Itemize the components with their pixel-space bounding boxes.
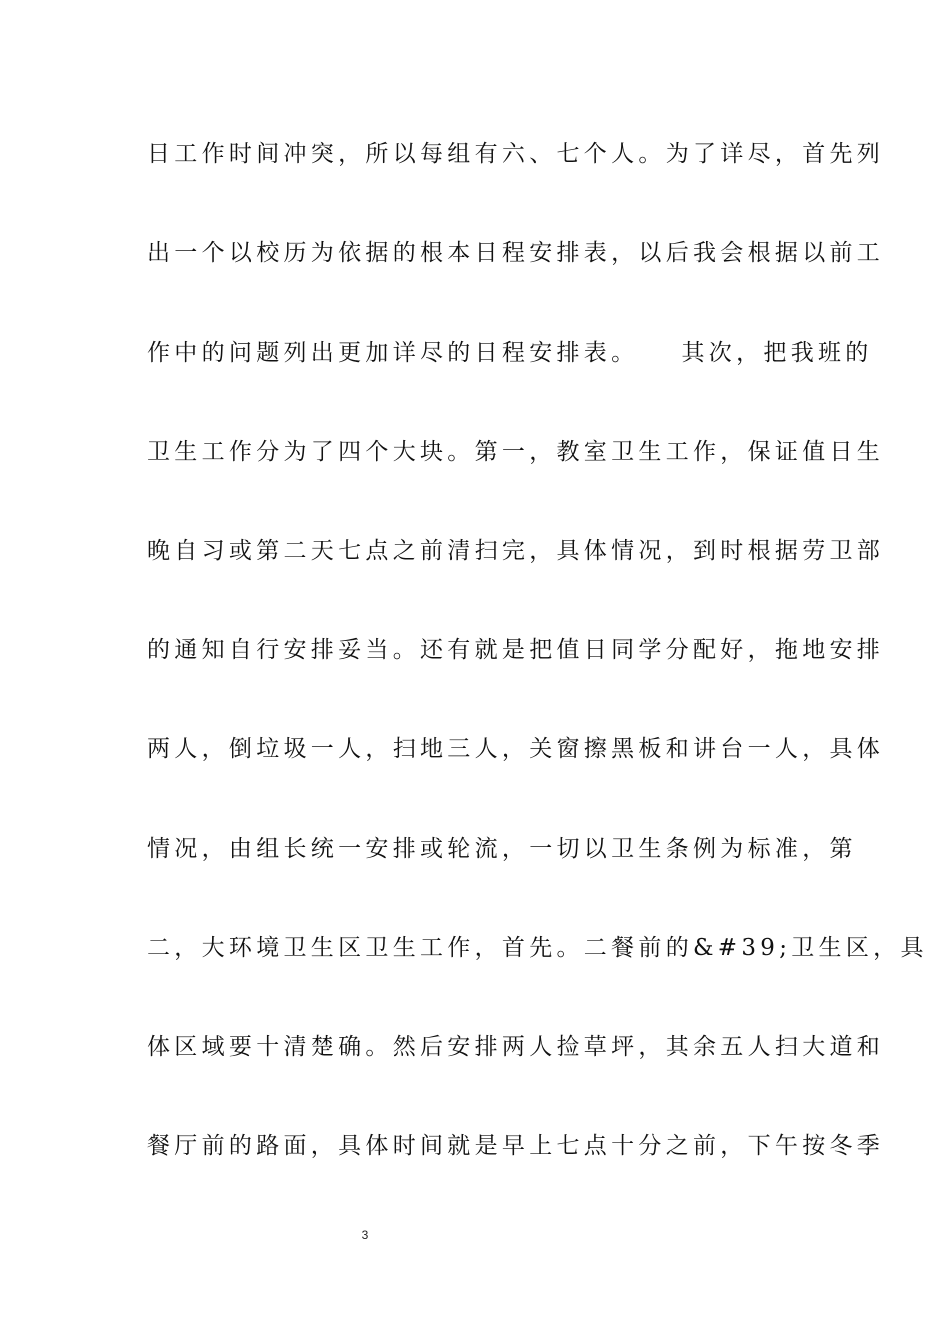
text-line-11: 餐厅前的路面，具体时间就是早上七点十分之前，下午按冬季	[147, 1133, 885, 1159]
text-line-1: 日工作时间冲突，所以每组有六、七个人。为了详尽，首先列	[147, 141, 885, 167]
text-line-5: 晚自习或第二天七点之前清扫完，具体情况，到时根据劳卫部	[147, 538, 885, 564]
text-line-10: 体区域要十清楚确。然后安排两人捡草坪，其余五人扫大道和	[147, 1034, 885, 1060]
text-line-9: 二，大环境卫生区卫生工作，首先。二餐前的&#39;卫生区，具	[147, 935, 928, 961]
text-line-2: 出一个以校历为依据的根本日程安排表，以后我会根据以前工	[147, 240, 885, 266]
text-line-8: 情况，由组长统一安排或轮流，一切以卫生条例为标准，第	[147, 836, 857, 862]
text-line-3: 作中的问题列出更加详尽的日程安排表。 其次，把我班的	[147, 340, 873, 366]
text-line-4: 卫生工作分为了四个大块。第一，教室卫生工作，保证值日生	[147, 439, 885, 465]
text-line-6: 的通知自行安排妥当。还有就是把值日同学分配好，拖地安排	[147, 637, 885, 663]
page-number: 3	[361, 1228, 369, 1242]
text-line-7: 两人，倒垃圾一人，扫地三人，关窗擦黑板和讲台一人，具体	[147, 736, 885, 762]
